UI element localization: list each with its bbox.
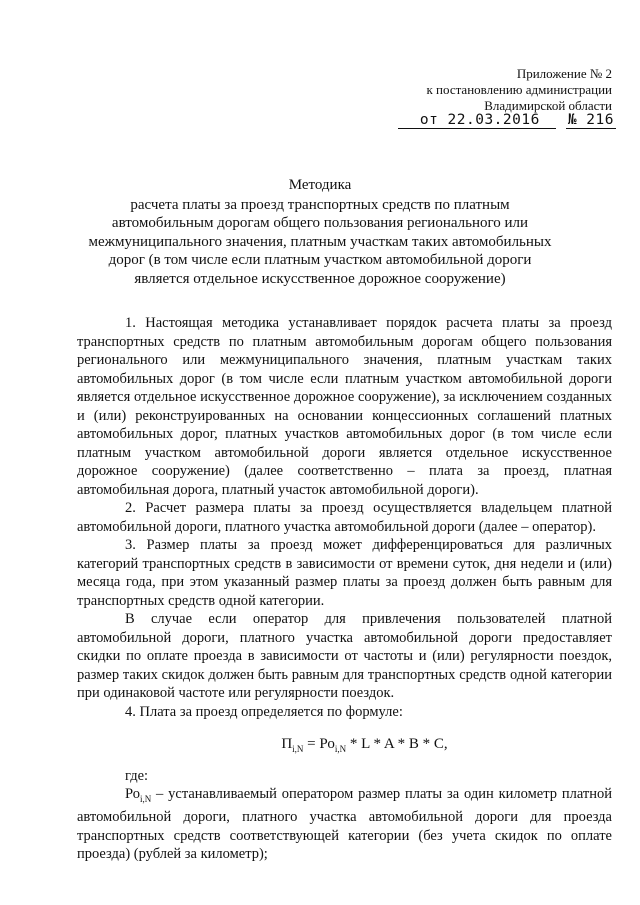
paragraph-4: В случае если оператор для привлечения пользователей платной автомобильной дороги, платного участка автомобильной дороги предоставляет скидки по оплате проезда в зависимости от частоты и (или) регулярности поездок, размер таких скидок должен быть равным для транспортных средств одной категории при одинаковой частоте или регулярности поездок. — [77, 611, 612, 701]
formula-lhs-sub: i,N — [292, 744, 304, 754]
formula-eq: = — [303, 736, 320, 752]
region-name: Владимирской области — [484, 98, 612, 113]
fee-formula — [77, 735, 612, 759]
paragraph-2: 2. Расчет размера платы за проезд осуществляется владельцем платной автомобильной дороги, платного участка автомобильной дороги (далее – оператор). — [77, 500, 612, 535]
formula-po: Ро — [319, 736, 335, 752]
decree-number: № 216 — [567, 112, 614, 128]
approval-stamp — [352, 66, 612, 114]
paragraph-3: 3. Размер платы за проезд может дифференцироваться для различных категорий транспортных средств в зависимости от времени суток, дня недели и (или) месяца года, при этом указанный размер платы за проезд должен быть равным для транспортных средств одной категории. — [77, 537, 612, 609]
appendix-label: Приложение № 2 — [516, 66, 612, 81]
paragraph-5: 4. Плата за проезд определяется по формуле: — [125, 703, 403, 720]
decree-date: от 22.03.2016 — [398, 112, 556, 129]
formula-rest: * L * A * B * C, — [346, 736, 448, 752]
definition-po — [77, 785, 612, 864]
paragraph-1: 1. Настоящая методика устанавливает порядок расчета платы за проезд транспортных средств по платным автомобильным дорогам общего пользования регионального или межмуниципального значения, платным участкам таких автомобильных дорог (в том числе если платным участком автомобильной дороги является отдельное искусственное дорожное сооружение), за исключением созданных и (или) реконструированных на основании концессионных соглашений платных автомобильных дорог, платных участков автомобильных дорог (в том числе если платным участком автомобильной дороги является отдельное искусственное дорожное сооружение) (далее соответственно – плата за проезд, платная автомобильная дорога, платный участок автомобильной дороги). — [77, 315, 612, 498]
definition-text: – устанавливаемый оператором размер платы за один километр платной автомобильной дороги, платного участка автомобильной дороги для проезда транспортных средств соответствующей категории (без учета скидок по оплате проезда) (рублей за километр); — [77, 786, 612, 863]
where-label: где: — [125, 767, 149, 784]
title-heading: Методика — [288, 177, 352, 193]
decree-reference: к постановлению администрации — [426, 82, 612, 97]
decree-date-number — [398, 112, 616, 129]
formula-lhs: П — [281, 736, 293, 752]
title-text: расчета платы за проезд транспортных средств по платным автомобильным дорогам общего пользования регионального или межмуниципального значения, платным участкам таких автомобильных дорог (в том числе если платным участком автомобильной дороги является отдельное искусственное дорожное сооружение) — [88, 196, 552, 287]
definition-symbol: Ро — [125, 786, 140, 802]
formula-po-sub: i,N — [334, 744, 347, 754]
document-body — [77, 314, 612, 864]
definition-symbol-sub: i,N — [139, 793, 152, 804]
document-title — [80, 176, 560, 288]
